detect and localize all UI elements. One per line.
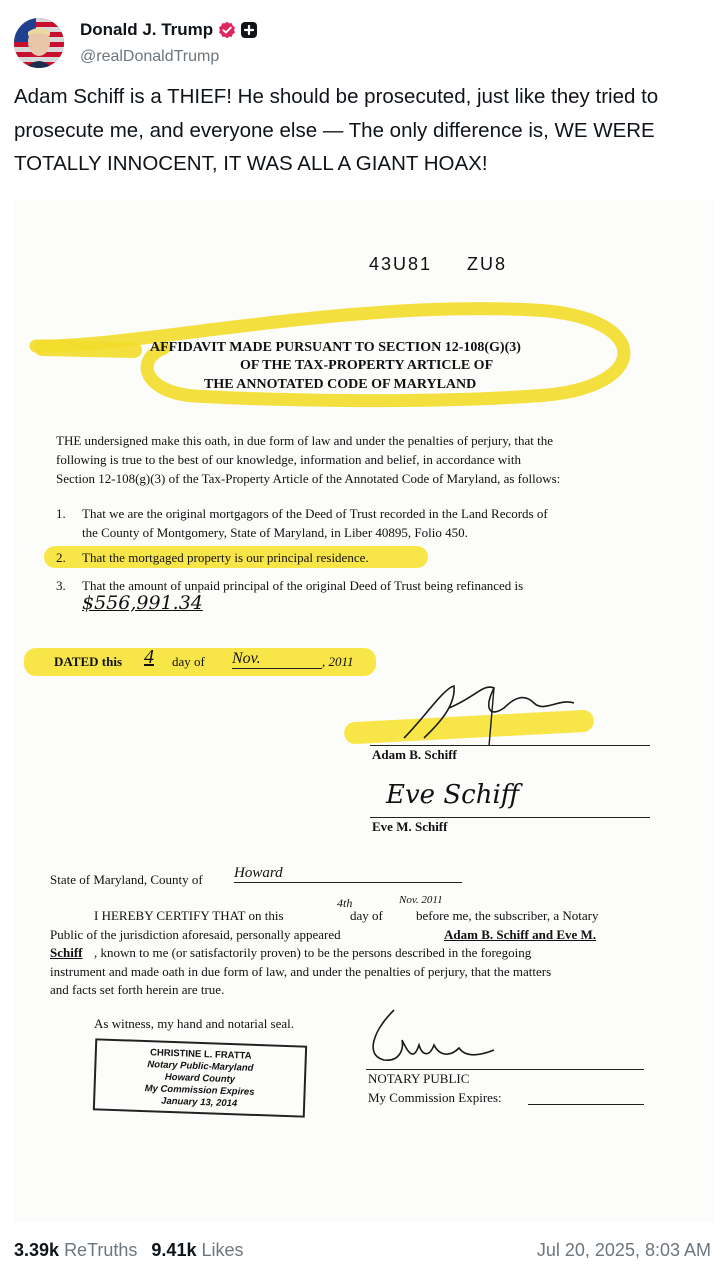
sig2-line [370, 817, 650, 818]
certify-names-a: Adam B. Schiff and Eve M. [444, 927, 597, 942]
avatar[interactable] [14, 18, 64, 68]
stamp-line5: January 13, 2014 [160, 1095, 238, 1110]
stamp-line2: Notary Public-Maryland [147, 1059, 254, 1074]
avatar-image [14, 18, 64, 68]
commission-expires-line [528, 1104, 644, 1105]
notary-line [366, 1069, 644, 1070]
signature-notary [364, 1000, 524, 1070]
sig1-line [370, 745, 650, 746]
certify-line1-b: day of [350, 908, 383, 923]
intro-line2: following is true to the best of our knowledge, information and belief, in accordance with [56, 452, 521, 467]
intro-line3: Section 12-108(g)(3) of the Tax-Property Article of the Annotated Code of Maryland, as follows: [56, 471, 561, 486]
item3-number: 3. [56, 578, 66, 593]
notary-stamp [93, 1038, 307, 1117]
post-timestamp[interactable]: Jul 20, 2025, 8:03 AM [536, 1240, 711, 1260]
sig1-name: Adam B. Schiff [372, 747, 457, 762]
certify-day: 4th [337, 896, 353, 910]
stamp-line4: My Commission Expires [144, 1083, 255, 1098]
witness-text: As witness, my hand and notarial seal. [94, 1016, 295, 1031]
doc-title-line2: OF THE TAX-PROPERTY ARTICLE OF [240, 358, 494, 373]
commission-expires-label: My Commission Expires: [368, 1090, 502, 1105]
dated-dayof: day of [172, 654, 205, 669]
sig2-name: Eve M. Schiff [372, 819, 448, 834]
stamp-line1: CHRISTINE L. FRATTA [149, 1047, 252, 1062]
post-footer [14, 1236, 711, 1266]
item1-number: 1. [56, 506, 66, 521]
intro-line1: THE undersigned make this oath, in due form of law and under the penalties of perjury, that the [56, 433, 553, 448]
item2-number: 2. [56, 550, 66, 565]
top-numbers: 43U81 ZU8 [369, 254, 508, 274]
dated-year: , 2011 [322, 654, 354, 669]
notary-public-label: NOTARY PUBLIC [368, 1071, 470, 1086]
post-header [14, 14, 714, 72]
item3-amount: $556,991.34 [82, 592, 203, 614]
sig2-script: Eve Schiff [386, 780, 520, 810]
likes-count: 9.41k [151, 1240, 197, 1260]
author-handle[interactable]: @realDonaldTrump [80, 48, 220, 65]
dated-day: 4 [144, 646, 154, 668]
county-label: State of Maryland, County of [50, 872, 203, 887]
dated-month: Nov. [232, 650, 322, 669]
item1-line1: That we are the original mortgagors of the Deed of Trust recorded in the Land Records of [82, 506, 548, 521]
certify-line5: and facts set forth herein are true. [50, 982, 225, 997]
certify-line2: Public of the jurisdiction aforesaid, personally appeared [50, 927, 341, 942]
item3-line1: That the amount of unpaid principal of the original Deed of Trust being refinanced is [82, 578, 524, 593]
item1-line2: the County of Montgomery, State of Maryland, in Liber 40895, Folio 450. [82, 525, 468, 540]
likes-label: Likes [201, 1240, 244, 1260]
signature-adam-schiff [394, 678, 594, 748]
item2-text: That the mortgaged property is our principal residence. [82, 550, 369, 565]
certify-names-b: Schiff [50, 945, 83, 960]
certify-line1-a: I HEREBY CERTIFY THAT on this [94, 908, 284, 923]
post-text: Adam Schiff is a THIEF! He should be prosecuted, just like they tried to prosecute me, and everyone else — The only difference is, WE WERE TOTALLY INNOCENT, IT WAS ALL A GIANT HOAX! [14, 85, 664, 175]
certify-line1-c: before me, the subscriber, a Notary [416, 908, 599, 923]
plus-badge-icon [241, 22, 257, 38]
retruths-stat[interactable] [14, 1240, 137, 1261]
doc-title-line1: AFFIDAVIT MADE PURSUANT TO SECTION 12-108(G)(3) [150, 340, 521, 355]
doc-title-line3: THE ANNOTATED CODE OF MARYLAND [204, 377, 477, 392]
certify-line3: , known to me (or satisfactorily proven) to be the persons described in the foregoing [94, 945, 532, 960]
attached-document-image[interactable] [14, 200, 714, 1222]
verified-badge-icon [218, 21, 236, 39]
certify-line4: instrument and made oath in due form of law, and under the penalties of perjury, that the matters [50, 964, 552, 979]
author-name[interactable]: Donald J. Trump [80, 20, 214, 39]
certify-month: Nov. 2011 [399, 894, 443, 906]
stamp-line3: Howard County [164, 1071, 236, 1086]
likes-stat[interactable] [151, 1240, 243, 1261]
county-value: Howard [234, 865, 462, 883]
retruths-label: ReTruths [64, 1240, 138, 1260]
retruths-count: 3.39k [14, 1240, 60, 1260]
dated-label: DATED this [54, 654, 123, 669]
